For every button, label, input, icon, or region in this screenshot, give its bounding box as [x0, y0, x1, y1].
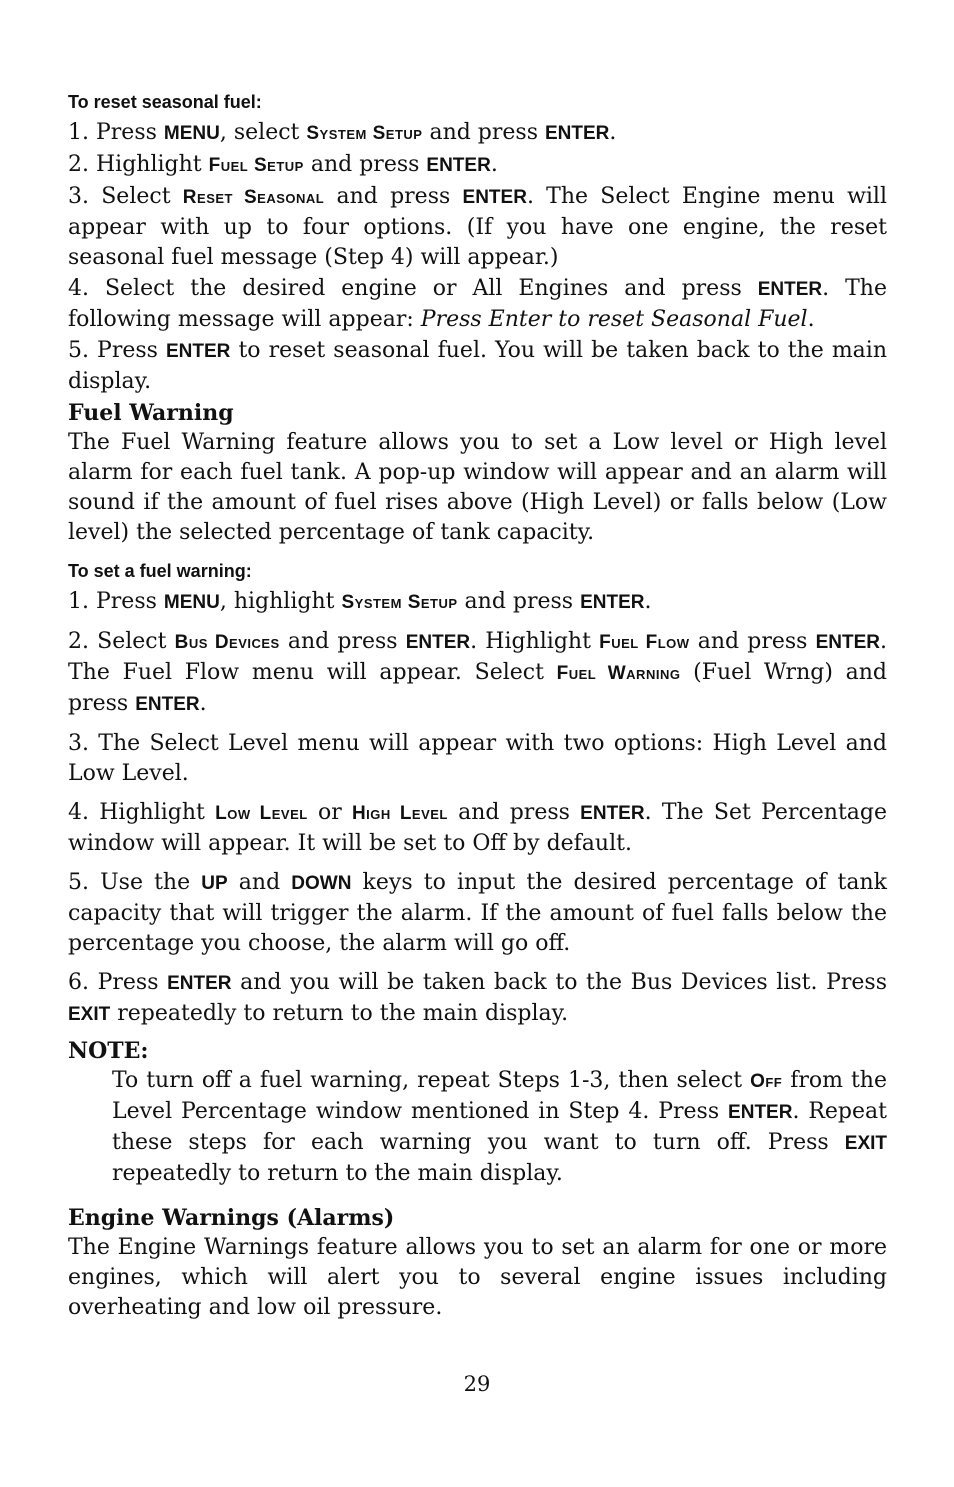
menu-low-level: Low Level: [215, 803, 308, 824]
key-enter: ENTER: [135, 694, 200, 715]
menu-high-level: High Level: [351, 803, 448, 824]
fuel-warning-body: The Fuel Warning feature allows you to set a Low level or High level alarm for each fuel tank. A pop-up window will appear and an alarm will sound if the amount of fuel rises above (High Level) or falls below (Low level) the selected percentage of tank capacity.: [68, 430, 887, 545]
menu-fuel-setup: Fuel Setup: [208, 155, 304, 176]
key-enter: ENTER: [580, 803, 645, 824]
menu-reset-seasonal: Reset Seasonal: [182, 187, 325, 208]
menu-system-setup: System Setup: [306, 123, 423, 144]
subheading-reset-seasonal-fuel: To reset seasonal fuel:: [68, 92, 262, 112]
warning-step-3: 3. The Select Level menu will appear with two options: High Level and Low Level.: [68, 731, 887, 786]
note-body: To turn off a fuel warning, repeat Steps 1-3, then select Off from the Level Percentage window mentioned in Step 4. Press ENTER. Repeat these steps for each warning you want to turn off. Press EXIT repeatedly to return to the main display.: [112, 1068, 887, 1186]
manual-page: [68, 88, 887, 1324]
reset-step-5: 5. Press ENTER to reset seasonal fuel. You will be taken back to the main display.: [68, 338, 887, 394]
key-enter: ENTER: [545, 123, 610, 144]
menu-bus-devices: Bus Devices: [174, 632, 280, 653]
reset-step-4: 4. Select the desired engine or All Engines and press ENTER. The following message will appear: Press Enter to reset Seasonal Fuel.: [68, 276, 887, 332]
reset-step-2: 2. Highlight Fuel Setup and press ENTER.: [68, 152, 498, 177]
key-up: UP: [201, 873, 228, 894]
key-enter: ENTER: [757, 279, 823, 300]
key-enter: ENTER: [405, 632, 471, 653]
key-enter: ENTER: [166, 341, 231, 362]
menu-off: Off: [750, 1071, 783, 1092]
key-enter: ENTER: [167, 973, 232, 994]
reset-step-3: 3. Select Reset Seasonal and press ENTER. The Select Engine menu will appear with up to four options. (If you have one engine, the reset seasonal fuel message (Step 4) will appear.): [68, 184, 888, 270]
page-number: 29: [463, 1372, 491, 1396]
warning-step-6: 6. Press ENTER and you will be taken back to the Bus Devices list. Press EXIT repeatedly to return to the main display.: [68, 970, 887, 1026]
subheading-set-fuel-warning: To set a fuel warning:: [68, 561, 252, 581]
key-enter: ENTER: [728, 1102, 793, 1123]
heading-fuel-warning: Fuel Warning: [68, 400, 234, 426]
key-down: DOWN: [291, 873, 352, 894]
key-enter: ENTER: [580, 592, 645, 613]
reset-step-1: 1. Press MENU, select System Setup and press ENTER.: [68, 120, 617, 145]
key-menu: MENU: [163, 592, 220, 613]
warning-step-2: 2. Select Bus Devices and press ENTER. Highlight Fuel Flow and press ENTER. The Fuel Flow menu will appear. Select Fuel Warning (Fuel Wrng) and press ENTER.: [68, 629, 887, 716]
note-label: NOTE:: [68, 1038, 149, 1064]
menu-system-setup: System Setup: [341, 592, 458, 613]
key-enter: ENTER: [462, 187, 527, 208]
reset-message: Press Enter to reset Seasonal Fuel: [420, 307, 808, 332]
engine-warnings-body: The Engine Warnings feature allows you to set an alarm for one or more engines, which will alert you to several engine issues including overheating and low oil pressure.: [68, 1235, 887, 1320]
warning-step-4: 4. Highlight Low Level or High Level and press ENTER. The Set Percentage window will appear. It will be set to Off by default.: [68, 800, 888, 856]
menu-fuel-warning: Fuel Warning: [556, 663, 681, 684]
key-exit: EXIT: [844, 1133, 887, 1154]
warning-step-5: 5. Use the UP and DOWN keys to input the desired percentage of tank capacity that will trigger the alarm. If the amount of fuel falls below the percentage you choose, the alarm will go off.: [68, 870, 887, 956]
key-enter: ENTER: [426, 155, 491, 176]
key-exit: EXIT: [68, 1004, 111, 1025]
key-menu: MENU: [163, 123, 220, 144]
heading-engine-warnings: Engine Warnings (Alarms): [68, 1205, 395, 1231]
warning-step-1: 1. Press MENU, highlight System Setup and press ENTER.: [68, 589, 652, 614]
menu-fuel-flow: Fuel Flow: [599, 632, 690, 653]
key-enter: ENTER: [815, 632, 880, 653]
